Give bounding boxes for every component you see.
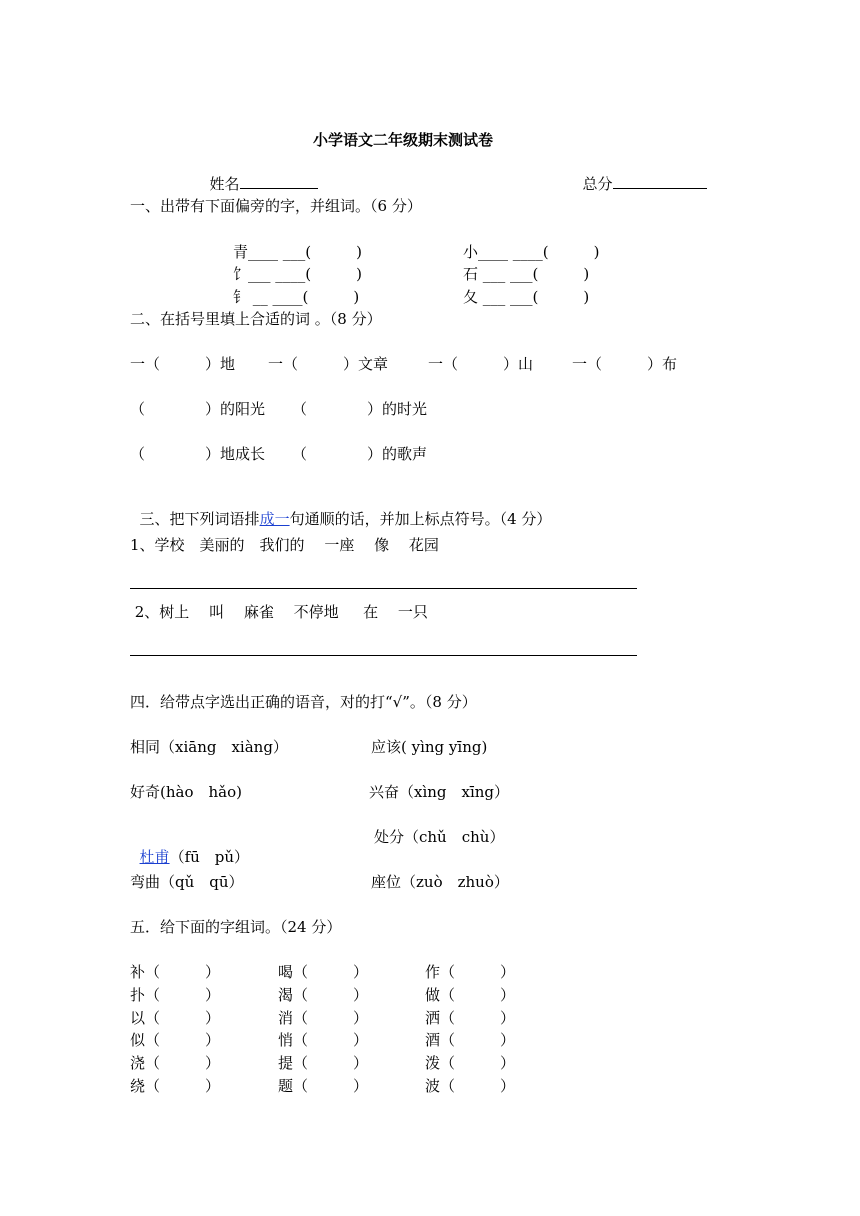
section2-heading: 二、在括号里填上合适的词 。（8 分） bbox=[130, 310, 382, 328]
s5-c1-2: 扑（ ） bbox=[130, 986, 221, 1004]
name-field bbox=[200, 151, 318, 194]
s3-heading-link[interactable]: 成一 bbox=[259, 510, 290, 528]
s4-left-1: 相同（xiāng xiàng） bbox=[130, 738, 288, 756]
s4-link-dufu[interactable]: 杜甫 bbox=[139, 848, 170, 866]
score-blank[interactable] bbox=[613, 171, 707, 189]
s5-c1-5: 浇（ ） bbox=[130, 1054, 221, 1072]
s5-c1-6: 绕（ ） bbox=[130, 1077, 221, 1095]
s5-c1-3: 以（ ） bbox=[130, 1009, 221, 1027]
s1-right-2: 石 ___ ___( ) bbox=[463, 265, 590, 283]
s2-r1-4: 一（ ）布 bbox=[572, 355, 678, 373]
s5-c3-3: 洒（ ） bbox=[425, 1009, 516, 1027]
s5-c2-4: 悄（ ） bbox=[278, 1031, 369, 1049]
s2-r1-3: 一（ ）山 bbox=[428, 355, 534, 373]
s5-c3-4: 酒（ ） bbox=[425, 1031, 516, 1049]
s5-c2-1: 喝（ ） bbox=[278, 963, 369, 981]
s3-heading-pre: 三、把下列词语排 bbox=[139, 510, 260, 528]
s3-question-1: 1、学校 美丽的 我们的 一座 像 花园 bbox=[130, 536, 439, 554]
s1-right-1: 小____ ____( ) bbox=[463, 243, 600, 261]
s5-c3-6: 波（ ） bbox=[425, 1077, 516, 1095]
section3-heading bbox=[130, 489, 551, 529]
s5-c3-5: 泼（ ） bbox=[425, 1054, 516, 1072]
answer-line-2[interactable] bbox=[130, 655, 637, 656]
s5-c1-1: 补（ ） bbox=[130, 963, 221, 981]
s2-r2-1: （ ）的阳光 bbox=[130, 400, 266, 418]
s4-right-4: 座位（zuò zhuò） bbox=[371, 873, 509, 891]
section4-heading: 四．给带点字选出正确的语音，对的打“√”。（8 分） bbox=[130, 693, 477, 711]
section1-heading: 一、出带有下面偏旁的字，并组词。（6 分） bbox=[130, 197, 422, 215]
s2-r1-2: 一（ ）文章 bbox=[268, 355, 389, 373]
s1-left-1: 青____ ___( ) bbox=[233, 243, 362, 261]
s4-left-2: 好奇(hào hǎo) bbox=[130, 783, 242, 801]
name-blank[interactable] bbox=[240, 171, 318, 189]
s2-r2-2: （ ）的时光 bbox=[292, 400, 428, 418]
s5-c3-2: 做（ ） bbox=[425, 986, 516, 1004]
s2-r1-1: 一（ ）地 bbox=[130, 355, 236, 373]
s1-right-3: 夂 ___ ___( ) bbox=[463, 288, 590, 306]
s4-right-3: 处分（chǔ chù） bbox=[374, 828, 505, 846]
answer-line-1[interactable] bbox=[130, 588, 637, 589]
score-label: 总分 bbox=[582, 175, 613, 193]
s1-left-3: 钅 __ ____( ) bbox=[233, 288, 360, 306]
section5-heading: 五．给下面的字组词。（24 分） bbox=[130, 918, 342, 936]
s5-c3-1: 作（ ） bbox=[425, 963, 516, 981]
s2-r3-1: （ ）地成长 bbox=[130, 445, 266, 463]
score-field bbox=[573, 151, 707, 194]
s3-question-2: 2、树上 叫 麻雀 不停地 在 一只 bbox=[130, 603, 428, 621]
s4-left-3 bbox=[130, 827, 249, 867]
s4-left-4: 弯曲（qǔ qū） bbox=[130, 873, 244, 891]
s5-c2-2: 渴（ ） bbox=[278, 986, 369, 1004]
s1-left-2: 饣___ ____( ) bbox=[233, 265, 362, 283]
s4-right-1: 应该( yìng yīng) bbox=[371, 738, 488, 756]
s5-c2-5: 提（ ） bbox=[278, 1054, 369, 1072]
name-label: 姓名 bbox=[209, 175, 240, 193]
s2-r3-2: （ ）的歌声 bbox=[292, 445, 428, 463]
s3-heading-post: 句通顺的话，并加上标点符号。（4 分） bbox=[289, 510, 552, 528]
s4-left-3-text: （fū pǔ） bbox=[169, 848, 250, 866]
s5-c2-3: 消（ ） bbox=[278, 1009, 369, 1027]
page-title: 小学语文二年级期末测试卷 bbox=[313, 131, 494, 149]
s4-right-2: 兴奋（xìng xīng） bbox=[369, 783, 510, 801]
s5-c2-6: 题（ ） bbox=[278, 1077, 369, 1095]
s5-c1-4: 似（ ） bbox=[130, 1031, 221, 1049]
